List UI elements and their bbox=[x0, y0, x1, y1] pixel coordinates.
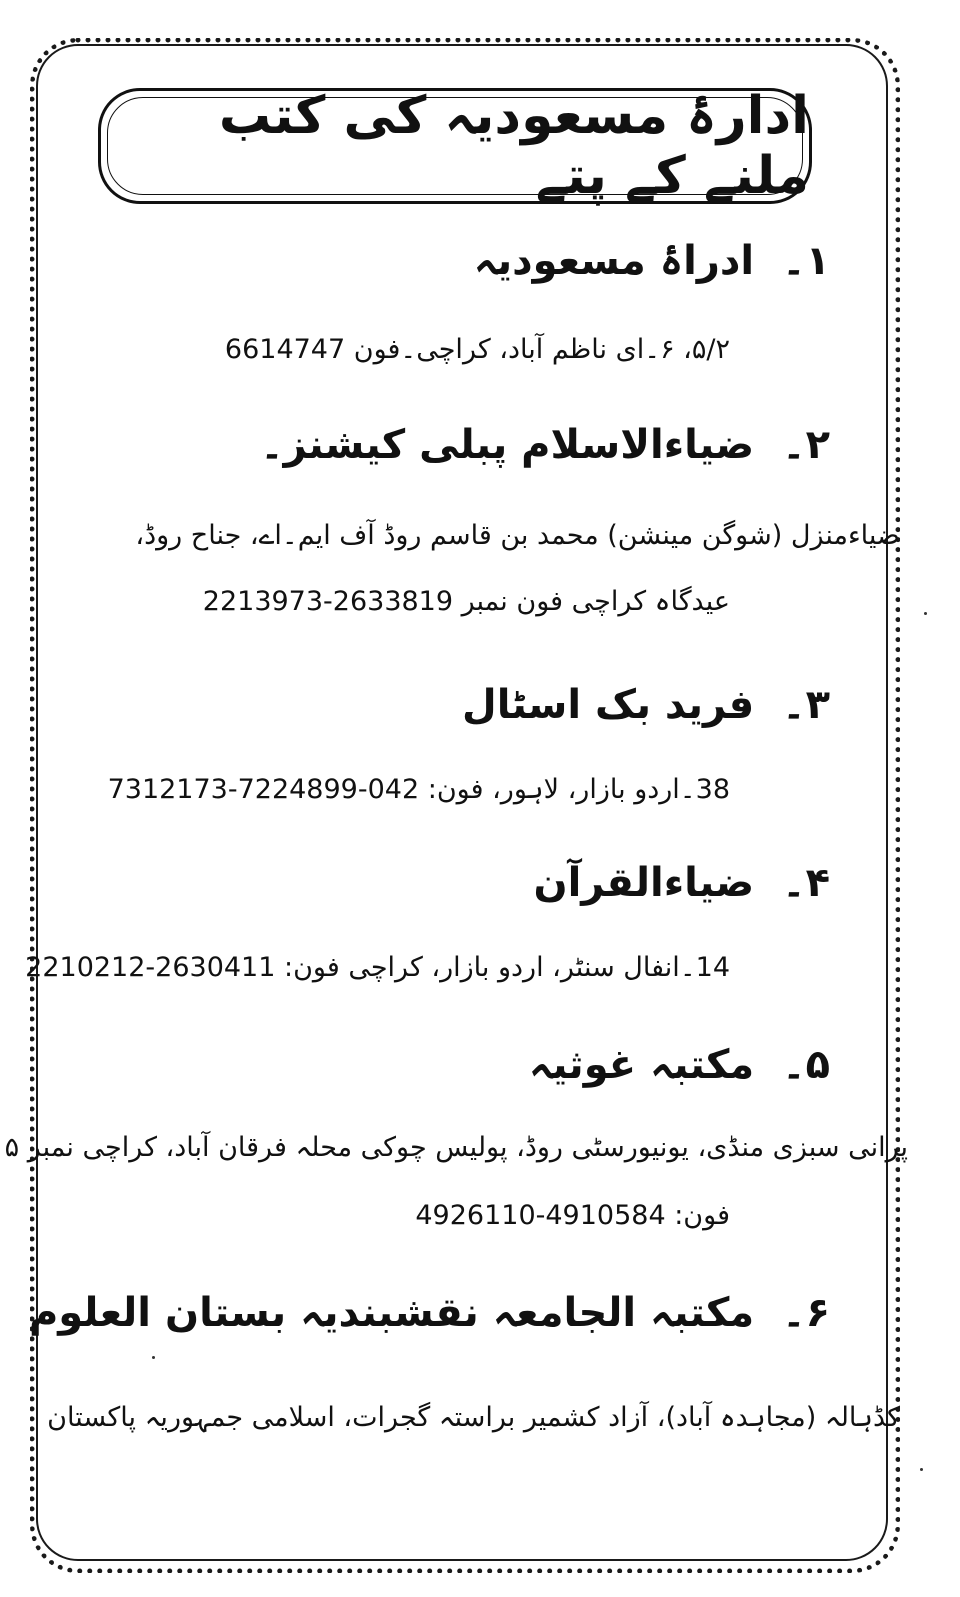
entry-6-number: ۶۔ bbox=[782, 1290, 830, 1336]
entry-4-address: 14۔انفال سنٹر، اردو بازار، کراچی فون: 2630411-2210212 bbox=[25, 952, 730, 983]
entry-5-address-line-1: پرانی سبزی منڈی، یونیورسٹی روڈ، پولیس چوکی محلہ فرقان آباد، کراچی نمبر ۵ bbox=[4, 1132, 908, 1163]
entry-3-heading bbox=[462, 682, 830, 728]
entry-2-name: ضیاءالاسلام پبلی کیشنز۔ bbox=[260, 422, 755, 468]
entry-6-name: مکتبہ الجامعہ نقشبندیہ بستان العلوم bbox=[28, 1290, 755, 1336]
entry-5-name: مکتبہ غوثیہ bbox=[528, 1042, 755, 1088]
entry-4-name: ضیاءالقرآن bbox=[533, 860, 755, 906]
entry-3-number: ۳۔ bbox=[782, 682, 830, 728]
entry-5-number: ۵۔ bbox=[782, 1042, 830, 1088]
entry-6-heading bbox=[29, 1290, 830, 1336]
entry-1-address: ۵/۲، ۶۔ای ناظم آباد، کراچی۔فون 6614747 bbox=[224, 334, 730, 365]
scan-speck bbox=[920, 1468, 923, 1471]
entry-5-heading bbox=[529, 1042, 830, 1088]
entry-2-address-line-2: عیدگاہ کراچی فون نمبر 2633819-2213973 bbox=[202, 586, 730, 617]
scan-speck bbox=[924, 612, 927, 615]
entry-1-name: ادراۂ مسعودیہ bbox=[473, 238, 755, 284]
entry-1-number: ۱۔ bbox=[782, 238, 830, 284]
page-title: ادارۂ مسعودیہ کی کتب ملنے کے پتے bbox=[218, 86, 809, 206]
entry-3-name: فرید بک اسٹال bbox=[462, 682, 755, 728]
entry-2-address-line-1: ضیاءمنزل (شوگن مینشن) محمد بن قاسم روڈ آف ایم۔اے، جناح روڈ، bbox=[135, 520, 900, 551]
entry-2-heading bbox=[260, 422, 830, 468]
entry-4-number: ۴۔ bbox=[782, 860, 830, 906]
entry-3-address: 38۔اردو بازار، لاہور، فون: 042-7224899-7312173 bbox=[107, 774, 730, 805]
scan-speck bbox=[152, 1356, 155, 1359]
entry-5-phone: فون: 4910584-4926110 bbox=[415, 1200, 730, 1231]
title-box bbox=[98, 88, 812, 204]
entry-2-number: ۲۔ bbox=[782, 422, 830, 468]
entry-1-heading bbox=[474, 238, 830, 284]
entry-6-address: کڈہالہ (مجاہدہ آباد)، آزاد کشمیر براستہ گجرات، اسلامی جمہوریہ پاکستان bbox=[47, 1402, 900, 1433]
entry-4-heading bbox=[533, 860, 830, 906]
